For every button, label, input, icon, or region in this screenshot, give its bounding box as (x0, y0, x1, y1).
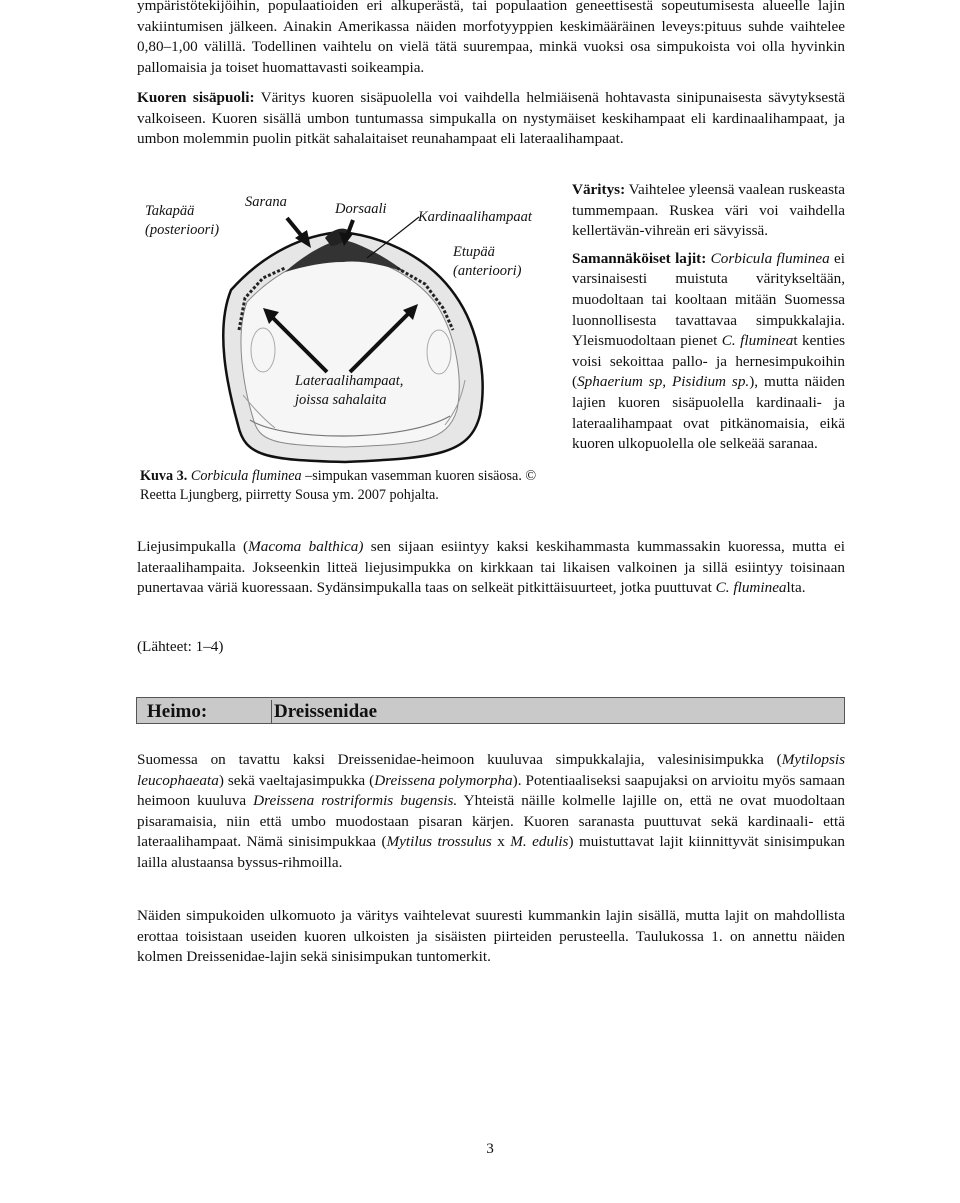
dorsal-label: Dorsaali (335, 201, 387, 217)
coloration-text: Vaihtelee yleensä vaalean ruskeasta tummempaan. Ruskea väri voi vaihdella kellertävän-vihreän eri sävyissä. (572, 181, 845, 240)
similar-species-text-1: ei varsinaisesti muistuta väritykseltään, muodoltaan tai kooltaan mitään Suomessa luonnollisesta tavattavaa simpukkalajia. Yleismuodoltaan pienet (572, 249, 845, 350)
similar-species-name: Corbicula fluminea (706, 249, 830, 267)
dreiss1-edulis: M. edulis (510, 833, 569, 851)
dreissenidae-paragraph-1 (137, 750, 845, 874)
shell-interior-text: Väritys kuoren sisäpuolella voi vaihdella helmiäisenä hohtavasta sinipunaisesta sävytyksestä valkoiseen. Kuoren sisällä umbon tuntumassa simpukalla on nystymäiset keskihampaat eli kardinaalihampaat, ja umbon molemmin puolin pitkät sahalaitaiset reunahampaat eli lateraalihampaat. (137, 89, 845, 148)
posterior-label: Takapää (145, 203, 195, 219)
macoma-text-c: sen sijaan esiintyy kaksi keskihammasta kummassakin kuoressa, mutta ei lateraalihampaita. Jokseenkin litteä liejusimpukka on kirkkaan tai likaisen valkoinen ja sillä esiintyy toisinaan punertavaa väriä kuoressaan. Sydänsimpukalla taas on selkeät pitkittäisuurteet, jotka puuttuvat (137, 538, 845, 597)
caption-number: Kuva 3. (140, 468, 188, 484)
anterior-sublabel: (anterioori) (453, 263, 522, 279)
family-label: Heimo: (147, 701, 208, 722)
macoma-c-fluminea: C. fluminea (715, 579, 787, 597)
similar-species-c: C. fluminea (721, 332, 794, 350)
intro-text: ympäristötekijöihin, populaatioiden eri alkuperästä, tai populaation geneettisestä sopeutumisesta alueelle lajin vakiintumisen jälkeen. Ainakin Amerikassa näiden morfotyyppien keskimääräinen leveys:pituus suhde vaihtelee 0,80–1,00 välillä. Todellinen vaihtelu on vielä tätä suurempaa, minkä vuoksi osa simpukoista voi olla hyvinkin pallomaisia ja toiset huomattavasti soikeampia. (137, 0, 845, 76)
family-name: Dreissenidae (271, 700, 377, 724)
dreiss1-text-c: ) sekä vaeltajasimpukka ( (218, 771, 375, 789)
side-column (572, 180, 845, 462)
intro-paragraph (137, 0, 845, 78)
anterior-label: Etupää (453, 244, 495, 260)
shell-interior-paragraph (137, 88, 845, 150)
coloration-heading: Väritys: (572, 181, 626, 198)
dreiss1-text-e: ). Potentiaaliseksi saapujaksi on arvioitu myös samaan heimoon kuuluva (137, 771, 845, 810)
macoma-text-a: Liejusimpukalla ( (137, 538, 249, 555)
dreiss1-bugensis: Dreissena rostriformis bugensis. (253, 792, 458, 810)
caption-text: –simpukan vasemman kuoren sisäosa. © Reetta Ljungberg, piirretty Sousa ym. 2007 pohjalta. (140, 468, 537, 503)
coloration-paragraph (572, 180, 845, 242)
similar-species-text-3: ), mutta näiden lajien kuoren sisäpuolella kardinaali- ja lateraalihampaat ovat pitkänomaisia, eikä kuoren ulkopuolella ole selkeää saranaa. (572, 373, 845, 453)
shell-interior-heading: Kuoren sisäpuoli: (137, 89, 255, 106)
dreiss1-mytilopsis: Mytilopsis leucophaeata (137, 751, 845, 789)
dreiss1-text-i: x (491, 833, 511, 851)
similar-species-text-2: t kenties voisi sekoittaa pallo- ja hernesimpukoihin ( (572, 332, 846, 391)
lateral-teeth-label: Lateraalihampaat, (295, 373, 404, 389)
macoma-paragraph (137, 537, 845, 599)
macoma-species: Macoma balthica) (248, 538, 364, 555)
hinge-label: Sarana (245, 194, 287, 210)
dreiss1-text-a: Suomessa on tavattu kaksi Dreissenidae-heimoon kuuluvaa simpukkalajia, valesinisimpukka ( (137, 751, 782, 768)
figure-caption (140, 467, 560, 505)
page-number: 3 (486, 1140, 494, 1157)
dreiss1-text-k: ) muistuttavat lajit kiinnittyvät sinisimpukan lailla alustaansa byssus-rihmoilla. (137, 833, 845, 871)
dreiss1-dreissena: Dreissena polymorpha (374, 771, 513, 789)
lateral-teeth-sublabel: joissa sahalaita (295, 392, 387, 408)
similar-species-sph: Sphaerium sp, Pisidium sp. (577, 373, 750, 391)
similar-species-paragraph (572, 249, 845, 455)
sources-line: (Lähteet: 1–4) (137, 638, 224, 655)
posterior-sublabel: (posterioori) (145, 222, 220, 238)
dreiss1-text-g: Yhteistä näille kolmelle lajille on, että ne ovat muodoltaan pisaramaisia, niin että umbo muodostaan pisaran kärjen. Kuoren saranasta puuttuvat sekä kardinaali- että lateraalihampaat. Nämä sinisimpukkaa ( (137, 792, 845, 851)
dreiss1-mytilus: Mytilus trossulus (386, 833, 492, 851)
macoma-text-e: lta. (786, 579, 806, 597)
family-heading-bar (136, 697, 845, 724)
dreissenidae-paragraph-2: Näiden simpukoiden ulkomuoto ja väritys vaihtelevat suuresti kummankin lajin sisällä, mutta lajit on mahdollista erottaa toisistaan useiden kuoren ulkoisten ja sisäisten piirteiden perusteella. Taulukossa 1. on annettu näiden kolmen Dreissenidae-lajin sekä sinisimpukan tuntomerkit. (137, 907, 845, 966)
similar-species-heading: Samannäköiset lajit: (572, 249, 707, 267)
cardinal-teeth-label: Kardinaalihampaat (418, 209, 532, 225)
caption-species: Corbicula fluminea (187, 468, 302, 484)
